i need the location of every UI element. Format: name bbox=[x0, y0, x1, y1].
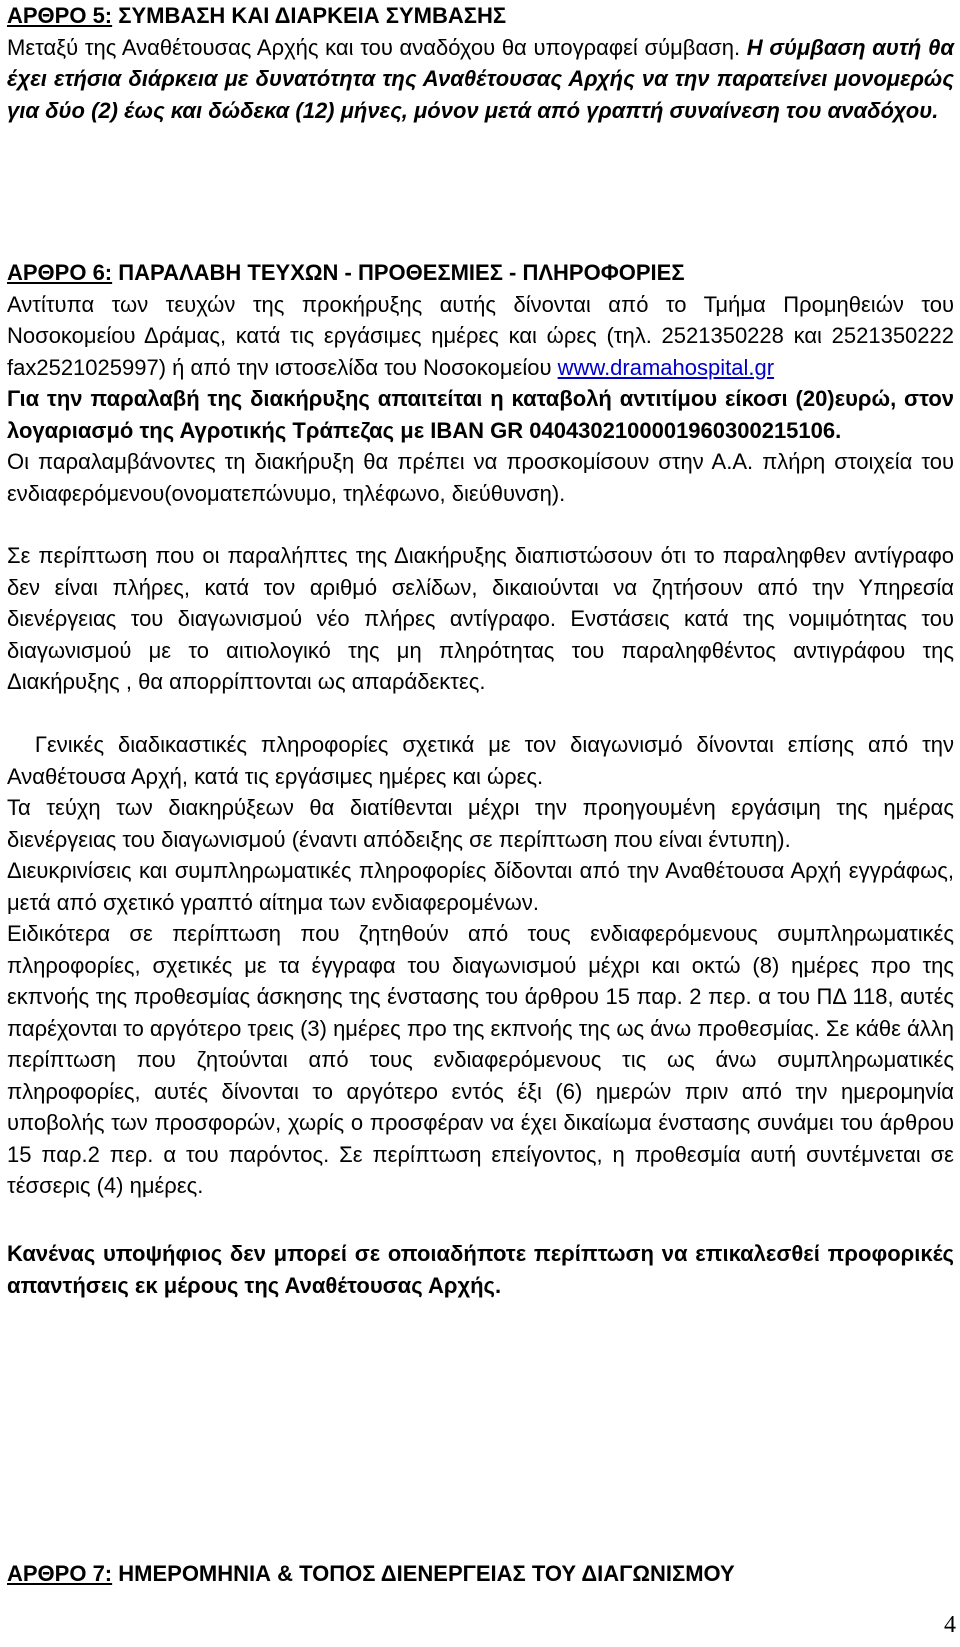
article-5 bbox=[7, 0, 954, 126]
article-6-title: ΠΑΡΑΛΑΒΗ ΤΕΥΧΩΝ - ΠΡΟΘΕΣΜΙΕΣ - ΠΛΗΡΟΦΟΡΙΕΣ bbox=[112, 260, 685, 285]
clarifications-paragraph: Διευκρινίσεις και συμπληρωματικές πληροφορίες δίδονται από την Αναθέτουσα Αρχή εγγράφως, μετά από σχετικό γραπτό αίτημα των ενδιαφερομένων. bbox=[7, 858, 954, 915]
article-5-number: ΑΡΘΡΟ 5: bbox=[7, 3, 113, 28]
article-6-number: ΑΡΘΡΟ 6: bbox=[7, 260, 113, 285]
article-6 bbox=[7, 257, 954, 509]
page-number: 4 bbox=[944, 1612, 956, 1638]
copies-paragraph bbox=[7, 289, 954, 384]
recipients-paragraph: Οι παραλαμβάνοντες τη διακήρυξη θα πρέπει να προσκομίσουν στην Α.Α. πλήρη στοιχεία του ενδιαφερόμενου(ονοματεπώνυμο, τηλέφωνο, διεύθυνση). bbox=[7, 449, 954, 506]
article-5-title: ΣΥΜΒΑΣΗ ΚΑΙ ΔΙΑΡΚΕΙΑ ΣΥΜΒΑΣΗΣ bbox=[112, 3, 507, 28]
article-7-heading bbox=[7, 1558, 954, 1590]
article-6-heading bbox=[7, 257, 954, 289]
general-info-paragraph: Γενικές διαδικαστικές πληροφορίες σχετικά με τον διαγωνισμό δίνονται επίσης από την Αναθέτουσα Αρχή, κατά τις εργάσιμες ημέρες και ώρες. bbox=[7, 732, 959, 789]
deadlines-paragraph: Ειδικότερα σε περίπτωση που ζητηθούν από τους ενδιαφερόμενους συμπληρωματικές πληροφορίες, σχετικές με τα έγγραφα του διαγωνισμού μέχρι και οκτώ (8) ημέρες προ της εκπνοής της προθεσμίας άσκησης της ένστασης του άρθρου 15 παρ. 2 περ. α του ΠΔ 118, αυτές παρέχονται το αργότερο τρεις (3) ημέρες προ της εκπνοής της ως άνω προθεσμίας. Σε κάθε άλλη περίπτωση που ζητούνται από τους ενδιαφερόμενους τις ως άνω συμπληρωματικές πληροφορίες, αυτές δίνονται το αργότερο εντός έξι (6) ημερών πριν από την ημερομηνία υποβολής των προσφορών, χωρίς ο προσφέραν να έχει δικαίωμα ένστασης συνάμει του άρθρου 15 παρ.2 περ. α του παρόντος. Σε περίπτωση επείγοντος, η προθεσμία αυτή συντέμνεται σε τέσσερις (4) ημέρες. bbox=[7, 921, 954, 1198]
incomplete-copy-paragraph: Σε περίπτωση που οι παραλήπτες της Διακήρυξης διαπιστώσουν ότι το παραληφθεν αντίγραφο δεν είναι πλήρες, κατά τον αριθμό σελίδων, δικαιούνται να ζητήσουν από την Υπηρεσία διενέργειας του διαγωνισμού νέο πλήρες αντίγραφο. Ενστάσεις κατά της νομιμότητας του διαγωνισμού με το αιτιολογικό της μη πληρότητας του παραληφθέντος αντιγράφου της Διακήρυξης , θα απορρίπτονται ως απαράδεκτες. bbox=[7, 543, 954, 694]
article-7 bbox=[7, 1558, 954, 1590]
article-7-title: ΗΜΕΡΟΜΗΝΙΑ & ΤΟΠΟΣ ΔΙΕΝΕΡΓΕΙΑΣ ΤΟΥ ΔΙΑΓΩΝΙΣΜΟΥ bbox=[112, 1561, 735, 1586]
availability-paragraph: Τα τεύχη των διακηρύξεων θα διατίθενται μέχρι την προηγουμένη εργάσιμη της ημέρας διενέργειας του διαγωνισμού (έναντι απόδειξης σε περίπτωση που είναι έντυπη). bbox=[7, 795, 954, 852]
article-5-paragraph bbox=[7, 32, 954, 127]
fee-paragraph: Για την παραλαβή της διακήρυξης απαιτείται η καταβολή αντιτίμου είκοσι (20)ευρώ, στον λογαριασμό της Αγροτικής Τράπεζας με IBAN GR 0404302100001960300215106. bbox=[7, 386, 954, 443]
article-7-number: ΑΡΘΡΟ 7: bbox=[7, 1561, 113, 1586]
no-oral-answers-block bbox=[7, 1238, 954, 1301]
general-info-block bbox=[7, 729, 959, 1202]
incomplete-copy-block bbox=[7, 540, 954, 698]
article-5-heading bbox=[7, 0, 954, 32]
article-5-plain-text: Μεταξύ της Αναθέτουσας Αρχής και του αναδόχου θα υπογραφεί σύμβαση. bbox=[7, 34, 747, 60]
hospital-website-link[interactable]: www.dramahospital.gr bbox=[557, 354, 775, 380]
article-5-emphasis: Η σύμβαση αυτή θα έχει ετήσια διάρκεια με δυνατότητα της Αναθέτουσας Αρχής να την παρατείνει μονομερώς για δύο (2) έως και δώδεκα (12) μήνες, μόνον μετά από γραπτή συναίνεση του αναδόχου. bbox=[7, 34, 954, 123]
copies-text: Αντίτυπα των τευχών της προκήρυξης αυτής δίνονται από το Τμήμα Προμηθειών του Νοσοκομείου Δράμας, κατά τις εργάσιμες ημέρες και ώρες (τηλ. 2521350228 και 2521350222 fax2521025997) ή από την ιστοσελίδα του Νοσοκομείου bbox=[7, 291, 954, 380]
no-oral-answers-paragraph: Κανένας υποψήφιος δεν μπορεί σε οποιαδήποτε περίπτωση να επικαλεσθεί προφορικές απαντήσεις εκ μέρους της Αναθέτουσας Αρχής. bbox=[7, 1241, 954, 1298]
